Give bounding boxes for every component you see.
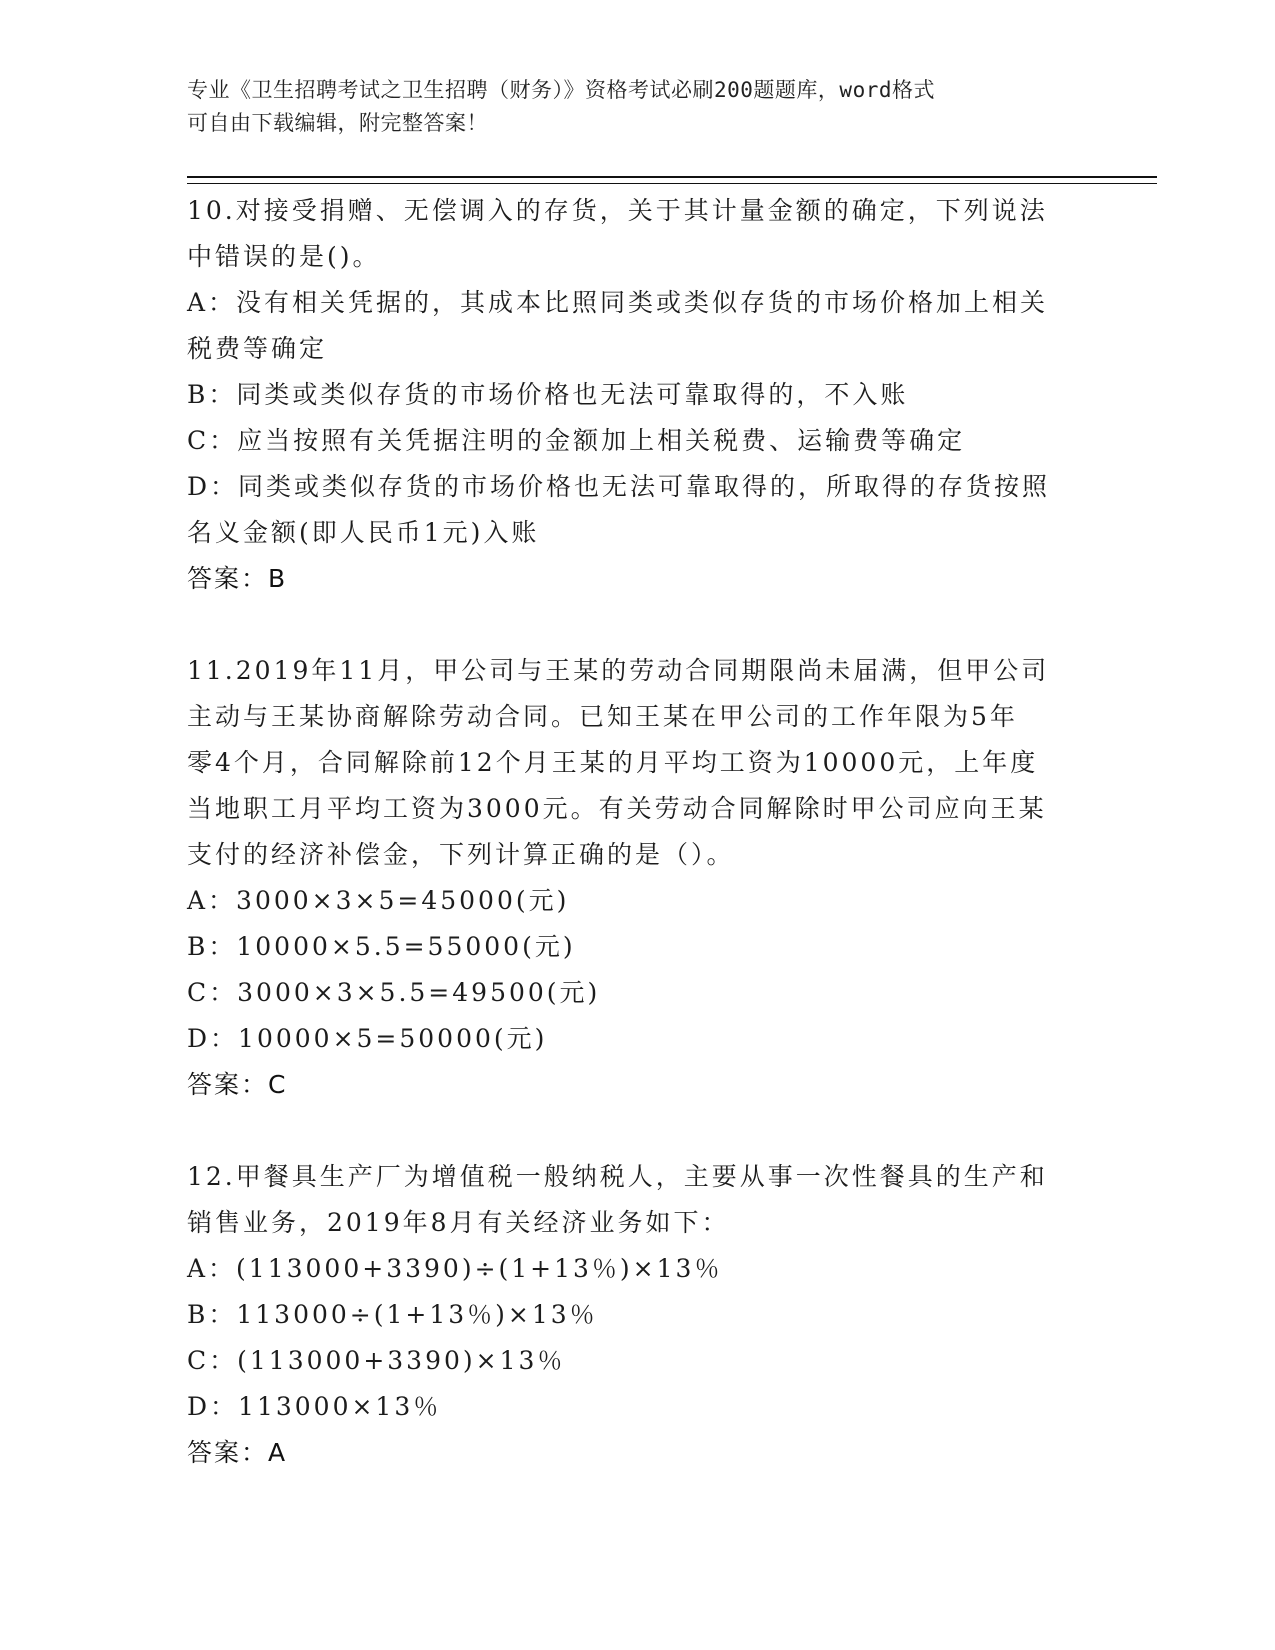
option-line: C：应当按照有关凭据注明的金额加上相关税费、运输费等确定	[187, 426, 966, 455]
option-line: C：(113000+3390)×13％	[187, 1346, 566, 1375]
spacer	[187, 602, 1087, 648]
option-line: D：同类或类似存货的市场价格也无法可靠取得的，所取得的存货按照	[187, 472, 1051, 501]
option-line: B：113000÷(1+13％)×13％	[187, 1300, 598, 1329]
header-divider	[187, 176, 1157, 178]
option-line: B：10000×5.5=55000(元)	[187, 932, 576, 961]
spacer	[187, 1108, 1087, 1154]
header-line: 专业《卫生招聘考试之卫生招聘（财务）》资格考试必刷200题题库，word格式	[187, 78, 935, 102]
option-line: C：3000×3×5.5=49500(元)	[187, 978, 601, 1007]
answer-line: 答案：B	[187, 564, 288, 593]
page-header	[187, 74, 1067, 140]
option-line: B：同类或类似存货的市场价格也无法可靠取得的，不入账	[187, 380, 909, 409]
header-line: 可自由下载编辑，附完整答案！	[187, 111, 488, 135]
option-line: A：3000×3×5=45000(元)	[187, 886, 570, 915]
question-stem: 10.对接受捐赠、无偿调入的存货，关于其计量金额的确定，下列说法	[187, 196, 1048, 225]
answer-line: 答案：A	[187, 1438, 288, 1467]
question-stem: 中错误的是()。	[187, 242, 381, 271]
question-block	[187, 648, 1087, 1108]
question-stem: 零4个月，合同解除前12个月王某的月平均工资为10000元，上年度	[187, 748, 1039, 777]
option-line: D：113000×13％	[187, 1392, 442, 1421]
option-line: A：(113000+3390)÷(1+13％)×13％	[187, 1254, 723, 1283]
answer-line: 答案：C	[187, 1070, 288, 1099]
header-divider	[187, 183, 1157, 184]
question-stem: 12.甲餐具生产厂为增值税一般纳税人，主要从事一次性餐具的生产和	[187, 1162, 1048, 1191]
question-block	[187, 188, 1087, 602]
option-line: D：10000×5=50000(元)	[187, 1024, 548, 1053]
question-list	[187, 188, 1087, 1476]
question-stem: 11.2019年11月，甲公司与王某的劳动合同期限尚未届满，但甲公司	[187, 656, 1050, 685]
question-stem: 当地职工月平均工资为3000元。有关劳动合同解除时甲公司应向王某	[187, 794, 1047, 823]
question-stem: 主动与王某协商解除劳动合同。已知王某在甲公司的工作年限为5年	[187, 702, 1018, 731]
question-stem: 销售业务，2019年8月有关经济业务如下：	[187, 1208, 730, 1237]
question-block	[187, 1154, 1087, 1476]
option-line: 税费等确定	[187, 334, 328, 363]
question-stem: 支付的经济补偿金，下列计算正确的是（）。	[187, 840, 735, 869]
option-line: A：没有相关凭据的，其成本比照同类或类似存货的市场价格加上相关	[187, 288, 1049, 317]
option-line: 名义金额(即人民币1元)入账	[187, 518, 540, 547]
